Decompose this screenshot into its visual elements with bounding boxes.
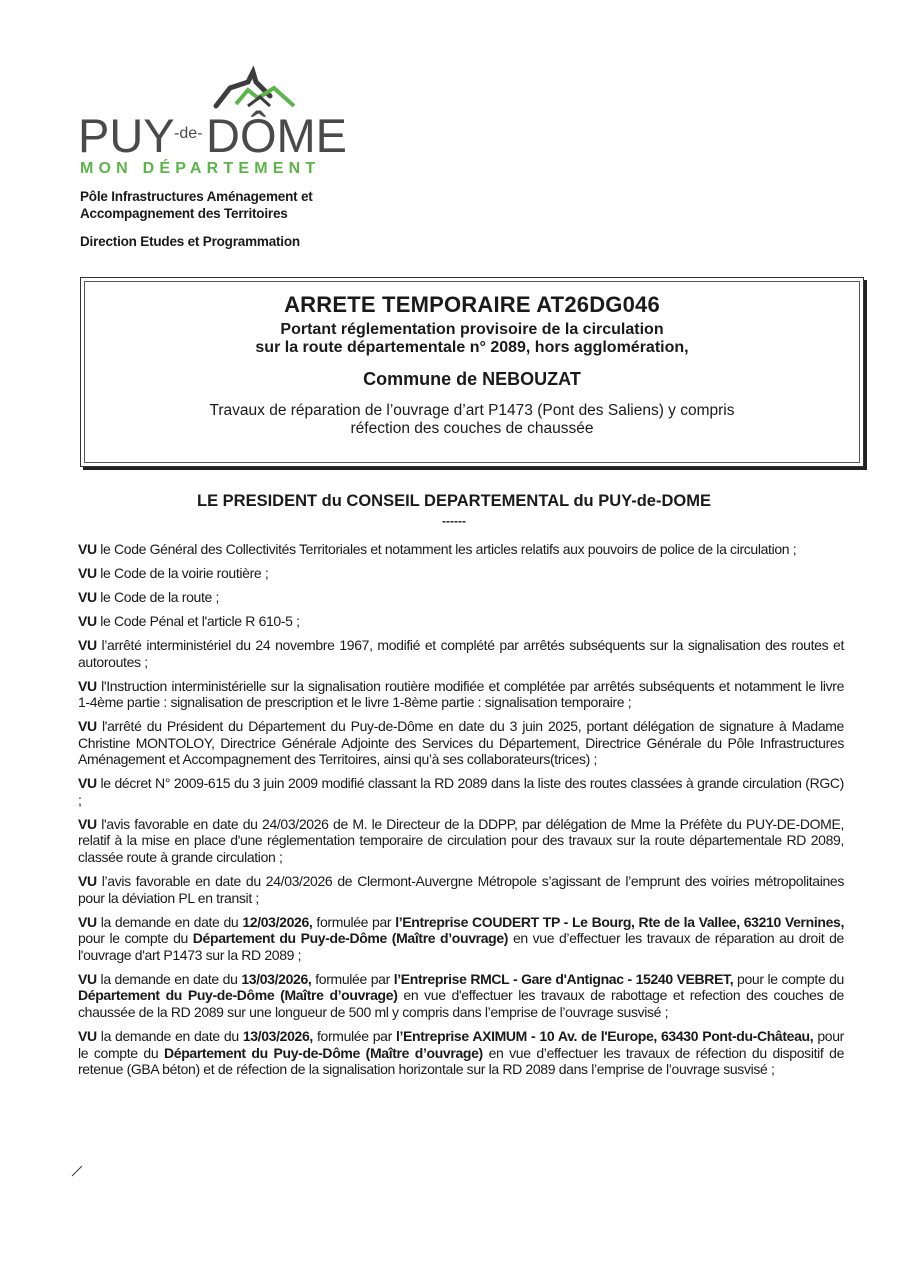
- consideration-paragraph: [78, 637, 844, 670]
- mountain-inner-icon: [248, 97, 270, 106]
- text: l’avis favorable en date du 24/03/2026 de Clermont-Auvergne Métropole s’agissant de l’emprunt des voiries métropolitaines pour la déviation PL en transit ;: [78, 873, 844, 906]
- consideration-paragraph: [78, 873, 844, 906]
- bold-text: VU: [78, 677, 97, 694]
- considerations-list: [78, 541, 844, 1085]
- mountain-icon: [216, 72, 270, 106]
- text: l'arrêté du Président du Département du Puy-de-Dôme en date du 3 juin 2025, portant délégation de signature à Madame Christine MONTOLOY, Directrice Générale Adjointe des Services du Département, Directrice Générale du Pôle Infrastructures Aménagement et Accompagnement des Territoires, ainsi qu’à ses collaborateurs(trices) ;: [78, 718, 844, 768]
- bold-text: VU: [78, 1027, 97, 1044]
- bold-text: VU: [78, 588, 97, 605]
- consideration-paragraph: [78, 914, 844, 964]
- consideration-paragraph: [78, 613, 844, 630]
- bold-text: 13/03/2026,: [241, 970, 312, 987]
- text: en vue d’effectuer les travaux de réparation au droit de l'ouvrage d'art P1473 sur la RD 2089 ;: [78, 930, 844, 963]
- bold-text: VU: [78, 718, 97, 735]
- consideration-paragraph: [78, 971, 844, 1021]
- bold-text: l’Entreprise RMCL - Gare d'Antignac - 15240 VEBRET,: [393, 970, 734, 987]
- text: la demande en date du: [96, 1027, 243, 1044]
- text: pour le compte du: [78, 930, 193, 947]
- consideration-paragraph: [78, 816, 844, 866]
- svg-text:MON DÉPARTEMENT: MON DÉPARTEMENT: [80, 160, 321, 176]
- consideration-paragraph: [78, 678, 844, 711]
- bold-text: l’Entreprise COUDERT TP - Le Bourg, Rte de la Vallee, 63210 Vernines,: [395, 913, 844, 930]
- consideration-paragraph: [78, 541, 844, 558]
- commune-name: Commune de NEBOUZAT: [363, 369, 581, 389]
- consideration-paragraph: [78, 589, 844, 606]
- consideration-paragraph: [78, 1028, 844, 1078]
- works-line: réfection des couches de chaussée: [350, 420, 594, 437]
- svg-text:DÔME: DÔME: [206, 109, 347, 162]
- text: le Code Pénal et l'article R 610-5 ;: [96, 612, 300, 629]
- bold-text: Département du Puy-de-Dôme (Maître d’ouvrage): [164, 1044, 483, 1061]
- text: le Code de la route ;: [96, 588, 220, 605]
- bold-text: VU: [78, 815, 97, 832]
- organization-line: Pôle Infrastructures Aménagement et: [80, 189, 313, 204]
- bold-text: l’Entreprise AXIMUM - 10 Av. de l'Europe, 63430 Pont-du-Château,: [395, 1027, 814, 1044]
- president-heading: LE PRESIDENT du CONSEIL DEPARTEMENTAL du PUY-de-DOME: [197, 492, 711, 510]
- title-box: [80, 277, 864, 467]
- text: pour le compte du: [733, 970, 844, 987]
- svg-text:-de-: -de-: [174, 125, 203, 142]
- text: la demande en date du: [96, 913, 243, 930]
- consideration-paragraph: [78, 565, 844, 582]
- text: formulée par: [312, 913, 396, 930]
- bold-text: VU: [78, 541, 97, 557]
- organization-name: [80, 188, 313, 222]
- puy-de-dome-logo: [78, 66, 358, 176]
- consideration-paragraph: [78, 775, 844, 808]
- text: en vue d’effectuer les travaux de réfection du dispositif de retenue (GBA béton) et de réfection de la signalisation horizontale sur la RD 2089 dans l’emprise de l’ouvrage susvisé ;: [78, 1044, 845, 1078]
- bold-text: Département du Puy-de-Dôme (Maître d’ouvrage): [192, 930, 509, 947]
- subtitle-line: Portant réglementation provisoire de la circulation: [280, 321, 664, 338]
- bold-text: VU: [78, 913, 97, 930]
- svg-text:PUY: PUY: [78, 109, 175, 162]
- direction-name: Direction Etudes et Programmation: [80, 234, 300, 249]
- text: formulée par: [311, 970, 394, 987]
- bold-text: VU: [78, 612, 97, 629]
- subtitle-line: sur la route départementale n° 2089, hors agglomération,: [255, 339, 689, 356]
- text: l'Instruction interministérielle sur la signalisation routière modifiée et complétée par arrêtés subséquents et notamment le livre 1-4ème partie : signalisation de prescription et le livre 1-8ème partie : signalisation temporaire ;: [78, 677, 844, 711]
- pen-mark-icon: [70, 1158, 90, 1178]
- bold-text: 12/03/2026,: [242, 913, 313, 930]
- bold-text: VU: [78, 564, 97, 581]
- bold-text: VU: [78, 775, 97, 792]
- bold-text: VU: [78, 636, 97, 653]
- text: en vue d'effectuer les travaux de rabottage et refection des couches de chaussée de la RD 2089 sur une longueur de 500 ml y compris dans l’emprise de l’ouvrage susvisé ;: [78, 987, 844, 1020]
- text: le Code Général des Collectivités Territoriales et notamment les articles relatifs aux pouvoirs de police de la circulation ;: [96, 541, 797, 557]
- text: formulée par: [312, 1027, 396, 1044]
- text: le décret N° 2009-615 du 3 juin 2009 modifié classant la RD 2089 dans la liste des routes classées à grande circulation (RGC) ;: [78, 775, 844, 808]
- decree-title: ARRETE TEMPORAIRE AT26DG046: [284, 292, 660, 317]
- bold-text: VU: [78, 873, 97, 890]
- bold-text: VU: [78, 970, 97, 987]
- title-box-inner-border: [84, 281, 860, 463]
- consideration-paragraph: [78, 718, 844, 768]
- organization-line: Accompagnement des Territoires: [80, 206, 288, 221]
- text: l’arrêté interministériel du 24 novembre 1967, modifié et complété par arrêtés subséquents sur la signalisation des routes et autoroutes ;: [78, 636, 844, 670]
- separator: ------: [442, 514, 466, 528]
- text: la demande en date du: [96, 970, 242, 987]
- bold-text: 13/03/2026,: [242, 1027, 313, 1044]
- bold-text: Département du Puy-de-Dôme (Maître d’ouvrage): [78, 987, 398, 1004]
- text: l'avis favorable en date du 24/03/2026 de M. le Directeur de la DDPP, par délégation de Mme la Préfète du PUY-DE-DOME, relatif à la mise en place d'une réglementation temporaire de circulation pour des travaux sur la route départementale RD 2089, classée route à grande circulation ;: [78, 815, 844, 866]
- works-line: Travaux de réparation de l’ouvrage d’art P1473 (Pont des Saliens) y compris: [209, 402, 735, 419]
- text: pour le compte du: [78, 1027, 844, 1061]
- text: le Code de la voirie routière ;: [96, 564, 269, 581]
